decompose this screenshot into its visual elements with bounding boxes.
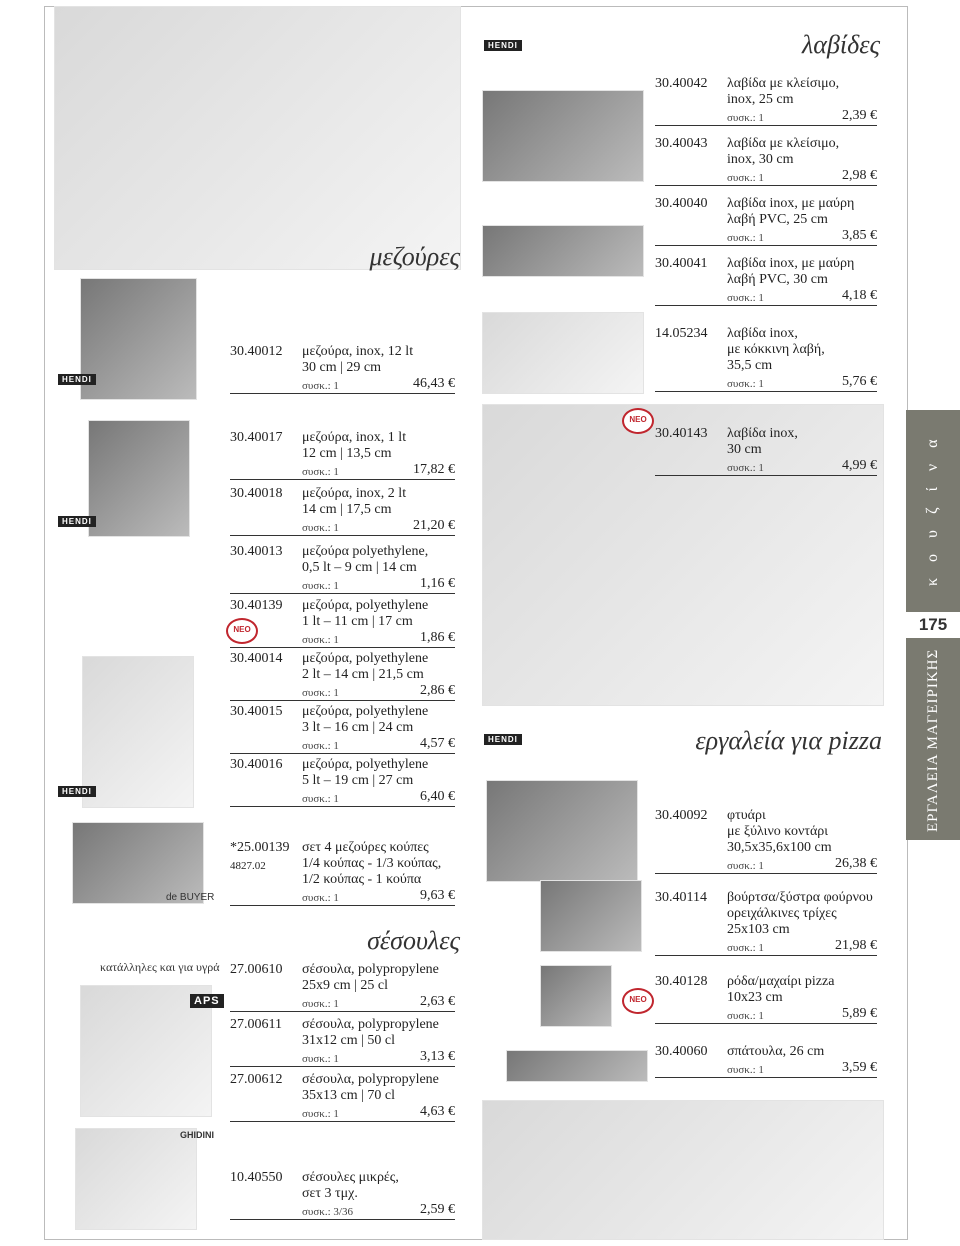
product-desc: 0,5 lt – 9 cm | 14 cm xyxy=(302,560,417,575)
product-desc: με κόκκινη λαβή, xyxy=(727,342,825,357)
product-code: 30.40143 xyxy=(655,426,708,441)
product-name: μεζούρα, polyethylene xyxy=(302,651,429,666)
new-badge: ΝΕΟ xyxy=(622,988,654,1014)
pack-quantity: συσκ.: 1 xyxy=(302,998,339,1010)
divider xyxy=(655,305,877,306)
product-code: 30.40012 xyxy=(230,344,283,359)
product-desc: 12 cm | 13,5 cm xyxy=(302,446,392,461)
product-code: 30.40016 xyxy=(230,757,283,772)
divider xyxy=(655,391,877,392)
pack-quantity: συσκ.: 1 xyxy=(727,172,764,184)
product-name: μεζούρα polyethylene, xyxy=(302,544,429,559)
pack-quantity: συσκ.: 1 xyxy=(302,687,339,699)
product-name: μεζούρα, inox, 2 lt xyxy=(302,486,407,501)
page-number: 175 xyxy=(906,612,960,638)
product-name: σέσουλες μικρές, xyxy=(302,1170,399,1185)
hendi-logo: HENDI xyxy=(484,40,522,51)
pack-quantity: συσκ.: 1 xyxy=(727,232,764,244)
pack-quantity: συσκ.: 1 xyxy=(727,860,764,872)
product-price: 6,40 € xyxy=(420,789,455,804)
plastic-jug-photo xyxy=(82,656,194,808)
product-price: 2,98 € xyxy=(842,168,877,183)
divider xyxy=(230,753,455,754)
divider xyxy=(655,475,877,476)
divider xyxy=(230,535,455,536)
aps-logo: APS xyxy=(190,994,224,1008)
product-code-alt: 4827.02 xyxy=(230,860,266,872)
product-desc: λαβή PVC, 30 cm xyxy=(727,272,828,287)
product-code: 30.40139 xyxy=(230,598,283,613)
spatula-photo xyxy=(506,1050,648,1082)
product-price: 2,86 € xyxy=(420,683,455,698)
product-name: λαβίδα inox, xyxy=(727,326,798,341)
product-name: σέσουλα, polypropylene xyxy=(302,962,439,977)
product-code: 30.40042 xyxy=(655,76,708,91)
divider xyxy=(230,593,455,594)
red-tongs-photo xyxy=(482,312,644,394)
product-price: 3,13 € xyxy=(420,1049,455,1064)
product-code: 14.05234 xyxy=(655,326,708,341)
product-price: 2,59 € xyxy=(420,1202,455,1217)
product-desc: λαβή PVC, 25 cm xyxy=(727,212,828,227)
product-code: 30.40040 xyxy=(655,196,708,211)
divider xyxy=(230,1066,455,1067)
product-desc: inox, 30 cm xyxy=(727,152,794,167)
pack-quantity: συσκ.: 1 xyxy=(727,1064,764,1076)
divider xyxy=(230,700,455,701)
pack-quantity: συσκ.: 1 xyxy=(302,522,339,534)
pack-quantity: συσκ.: 1 xyxy=(727,942,764,954)
pack-quantity: συσκ.: 1 xyxy=(302,466,339,478)
divider xyxy=(655,245,877,246)
pack-quantity: συσκ.: 1 xyxy=(302,634,339,646)
product-code: 30.40015 xyxy=(230,704,283,719)
product-desc: 1/2 κούπας - 1 κούπα xyxy=(302,872,422,887)
pizza-cutter-photo xyxy=(540,965,612,1027)
product-name: λαβίδα inox, με μαύρη xyxy=(727,196,855,211)
product-code: 30.40014 xyxy=(230,651,283,666)
product-price: 26,38 € xyxy=(835,856,877,871)
divider xyxy=(230,1219,455,1220)
hendi-logo: HENDI xyxy=(484,734,522,745)
product-price: 4,63 € xyxy=(420,1104,455,1119)
product-price: 3,85 € xyxy=(842,228,877,243)
product-price: 21,98 € xyxy=(835,938,877,953)
debuyer-logo: de BUYER xyxy=(166,892,215,903)
new-badge: ΝΕΟ xyxy=(622,408,654,434)
product-code: 27.00611 xyxy=(230,1017,282,1032)
product-name: σέσουλα, polypropylene xyxy=(302,1017,439,1032)
pack-quantity: συσκ.: 1 xyxy=(302,740,339,752)
product-price: 2,63 € xyxy=(420,994,455,1009)
sidebar-category: κ ο υ ζ ί ν α xyxy=(924,433,941,587)
oven-brush-photo xyxy=(540,880,642,952)
divider xyxy=(655,1023,877,1024)
product-name: μεζούρα, inox, 1 lt xyxy=(302,430,407,445)
product-price: 1,16 € xyxy=(420,576,455,591)
product-code: 30.40013 xyxy=(230,544,283,559)
pack-quantity: συσκ.: 1 xyxy=(727,112,764,124)
pack-quantity: συσκ.: 1 xyxy=(302,580,339,592)
product-code: 30.40043 xyxy=(655,136,708,151)
product-code: 30.40114 xyxy=(655,890,707,905)
ghidini-logo: GHIDINI xyxy=(180,1130,215,1140)
product-price: 17,82 € xyxy=(413,462,455,477)
product-price: 9,63 € xyxy=(420,888,455,903)
pack-quantity: συσκ.: 1 xyxy=(302,1053,339,1065)
product-desc: με ξύλινο κοντάρι xyxy=(727,824,829,839)
tongs-photo xyxy=(482,90,644,182)
tongs-pvc-photo xyxy=(482,225,644,277)
product-desc: 30 cm | 29 cm xyxy=(302,360,382,375)
also-liquids-note: κατάλληλες και για υγρά xyxy=(100,960,220,974)
product-price: 1,86 € xyxy=(420,630,455,645)
pack-quantity: συσκ.: 1 xyxy=(302,1108,339,1120)
product-desc: 10x23 cm xyxy=(727,990,783,1005)
product-desc: 3 lt – 16 cm | 24 cm xyxy=(302,720,414,735)
pack-quantity: συσκ.: 3/36 xyxy=(302,1206,353,1218)
product-name: λαβίδα inox, με μαύρη xyxy=(727,256,855,271)
product-name: λαβίδα με κλείσιμο, xyxy=(727,136,840,151)
pizza-peel-photo xyxy=(486,780,638,882)
pack-quantity: συσκ.: 1 xyxy=(727,378,764,390)
product-code: 30.40092 xyxy=(655,808,708,823)
steel-jug-photo xyxy=(88,420,190,537)
divider xyxy=(230,647,455,648)
product-desc: 1 lt – 11 cm | 17 cm xyxy=(302,614,413,629)
product-price: 5,76 € xyxy=(842,374,877,389)
product-price: 4,57 € xyxy=(420,736,455,751)
product-price: 3,59 € xyxy=(842,1060,877,1075)
divider xyxy=(230,393,455,394)
divider xyxy=(655,1077,877,1078)
product-code: 30.40060 xyxy=(655,1044,708,1059)
product-desc: 30,5x35,6x100 cm xyxy=(727,840,832,855)
product-code: 10.40550 xyxy=(230,1170,283,1185)
product-desc: inox, 25 cm xyxy=(727,92,794,107)
new-badge: ΝΕΟ xyxy=(226,618,258,644)
sidebar-title: ΕΡΓΑΛΕΙΑ ΜΑΓΕΙΡΙΚΗΣ xyxy=(925,648,941,832)
hendi-logo: HENDI xyxy=(58,374,96,385)
pack-quantity: συσκ.: 1 xyxy=(727,462,764,474)
product-code: 30.40017 xyxy=(230,430,283,445)
product-name: λαβίδα με κλείσιμο, xyxy=(727,76,840,91)
pack-quantity: συσκ.: 1 xyxy=(302,380,339,392)
jugs-photo xyxy=(54,6,461,270)
divider xyxy=(655,185,877,186)
product-desc: σετ 3 τμχ. xyxy=(302,1186,358,1201)
product-price: 2,39 € xyxy=(842,108,877,123)
product-name: μεζούρα, inox, 12 lt xyxy=(302,344,414,359)
product-desc: 35x13 cm | 70 cl xyxy=(302,1088,396,1103)
product-desc: 2 lt – 14 cm | 21,5 cm xyxy=(302,667,424,682)
product-code: 27.00612 xyxy=(230,1072,283,1087)
product-code: 30.40018 xyxy=(230,486,283,501)
section-title-scoops: σέσουλες xyxy=(367,926,460,955)
small-scoops-photo xyxy=(75,1128,197,1230)
product-price: 21,20 € xyxy=(413,518,455,533)
steel-bucket-photo xyxy=(80,278,197,400)
hendi-logo: HENDI xyxy=(58,786,96,797)
pizza-photo xyxy=(482,1100,884,1240)
product-name: ρόδα/μαχαίρι pizza xyxy=(727,974,835,989)
section-title-tongs: λαβίδες xyxy=(802,30,880,59)
product-name: μεζούρα, polyethylene xyxy=(302,598,429,613)
product-name: σέσουλα, polypropylene xyxy=(302,1072,439,1087)
product-code: 27.00610 xyxy=(230,962,283,977)
product-desc: 31x12 cm | 50 cl xyxy=(302,1033,396,1048)
product-name: σπάτουλα, 26 cm xyxy=(727,1044,825,1059)
product-name: λαβίδα inox, xyxy=(727,426,798,441)
product-price: 5,89 € xyxy=(842,1006,877,1021)
pack-quantity: συσκ.: 1 xyxy=(302,793,339,805)
divider xyxy=(230,1121,455,1122)
product-code: 30.40041 xyxy=(655,256,708,271)
product-name: βούρτσα/ξύστρα φούρνου xyxy=(727,890,873,905)
divider xyxy=(655,873,877,874)
divider xyxy=(230,905,455,906)
hendi-logo: HENDI xyxy=(58,516,96,527)
divider xyxy=(655,125,877,126)
divider xyxy=(230,479,455,480)
pack-quantity: συσκ.: 1 xyxy=(727,292,764,304)
product-desc: 30 cm xyxy=(727,442,762,457)
product-name: φτυάρι xyxy=(727,808,766,823)
product-desc: 25x103 cm xyxy=(727,922,790,937)
product-price: 46,43 € xyxy=(413,376,455,391)
product-code: *25.00139 xyxy=(230,840,290,855)
product-name: μεζούρα, polyethylene xyxy=(302,757,429,772)
pack-quantity: συσκ.: 1 xyxy=(727,1010,764,1022)
product-desc: 35,5 cm xyxy=(727,358,773,373)
divider xyxy=(655,955,877,956)
divider xyxy=(230,1011,455,1012)
product-price: 4,99 € xyxy=(842,458,877,473)
product-desc: ορειχάλκινες τρίχες xyxy=(727,906,837,921)
product-name: σετ 4 μεζούρες κούπες xyxy=(302,840,429,855)
pack-quantity: συσκ.: 1 xyxy=(302,892,339,904)
product-name: μεζούρα, polyethylene xyxy=(302,704,429,719)
section-title-pizza: εργαλεία για pizza xyxy=(695,726,882,755)
product-desc: 25x9 cm | 25 cl xyxy=(302,978,389,993)
product-price: 4,18 € xyxy=(842,288,877,303)
product-desc: 5 lt – 19 cm | 27 cm xyxy=(302,773,414,788)
divider xyxy=(230,806,455,807)
product-desc: 1/4 κούπας - 1/3 κούπας, xyxy=(302,856,442,871)
product-desc: 14 cm | 17,5 cm xyxy=(302,502,392,517)
section-title-jugs: μεζούρες xyxy=(369,242,460,271)
product-code: 30.40128 xyxy=(655,974,708,989)
